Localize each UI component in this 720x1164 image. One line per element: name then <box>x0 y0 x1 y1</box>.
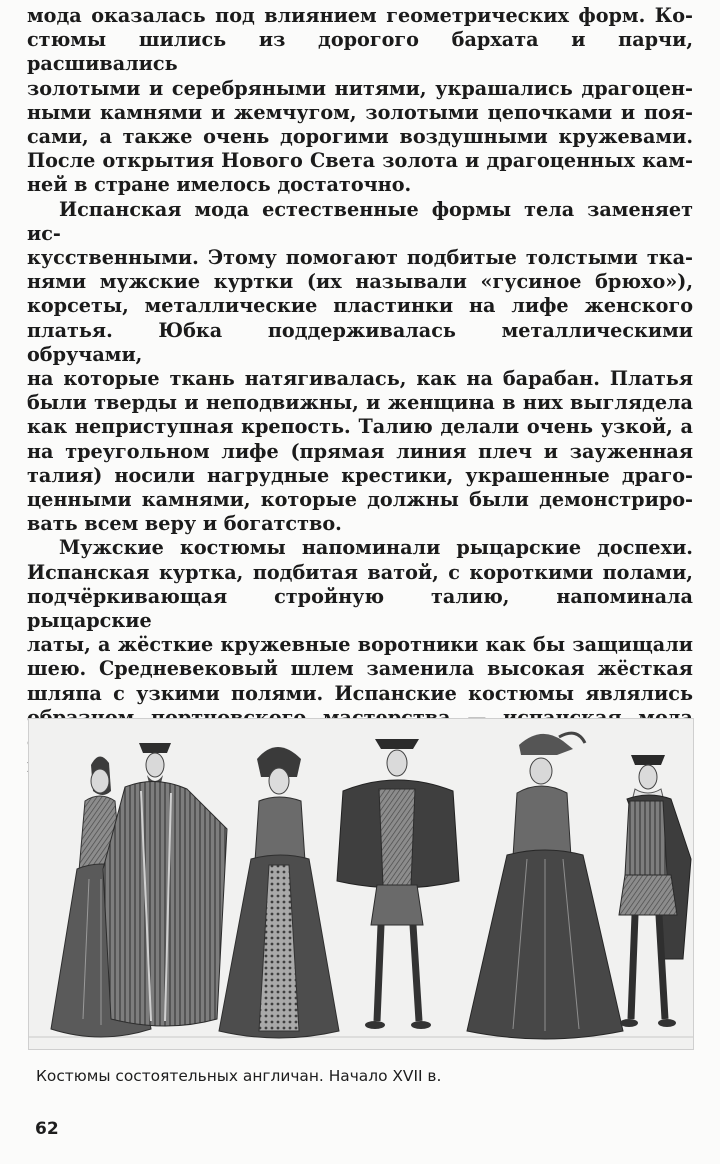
text-line: ными камнями и жемчугом, золотыми цепочками и поя- <box>27 100 693 124</box>
costume-figures-drawing <box>29 719 693 1049</box>
text-line: ней в стране имелось достаточно. <box>27 173 412 197</box>
text-line: золотыми и серебряными нитями, украшались драгоцен- <box>27 76 693 100</box>
text-line: платья. Юбка поддерживалась металлическими обручами, <box>27 318 693 366</box>
text-line: вать всем веру и богатство. <box>27 512 342 536</box>
text-line: стюмы шились из дорогого бархата и парчи, расшивались <box>27 28 693 76</box>
text-line: латы, а жёсткие кружевные воротники как бы защищали <box>27 633 693 657</box>
text-line: кусственными. Этому помогают подбитые толстыми тка- <box>27 246 693 270</box>
body-text <box>27 4 693 779</box>
text-line: были тверды и неподвижны, и женщина в них выглядела <box>27 391 693 415</box>
page-number: 62 <box>35 1119 59 1139</box>
paragraph-1 <box>27 4 693 198</box>
text-line: корсеты, металлические пластинки на лифе женского <box>27 294 693 318</box>
figure-caption: Костюмы состоятельных англичан. Начало XVII в. <box>36 1067 442 1085</box>
text-line: нями мужские куртки (их называли «гусиное брюхо»), <box>27 270 693 294</box>
text-line: талия) носили нагрудные крестики, украшенные драго- <box>27 463 693 487</box>
text-line: на треугольном лифе (прямая линия плеч и зауженная <box>27 439 693 463</box>
text-line: После открытия Нового Света золота и драгоценных кам- <box>27 149 693 173</box>
text-line: ценными камнями, которые должны были демонстриро- <box>27 488 693 512</box>
text-line: Мужские костюмы напоминали рыцарские доспехи. <box>59 536 693 560</box>
text-line: Испанская куртка, подбитая ватой, с короткими полами, <box>27 560 693 584</box>
text-line: мода оказалась под влиянием геометрических форм. Ко- <box>27 4 693 27</box>
text-line: подчёркивающая стройную талию, напоминала рыцарские <box>27 584 693 633</box>
text-line: как неприступная крепость. Талию делали очень узкой, а <box>27 415 693 439</box>
text-line: Испанская мода естественные формы тела заменяет ис- <box>27 197 693 245</box>
text-line: на которые ткань натягивалась, как на барабан. Платья <box>27 367 693 391</box>
text-line: шею. Средневековый шлем заменила высокая жёсткая <box>27 657 693 681</box>
text-line: шляпа с узкими полями. Испанские костюмы являлись <box>27 681 693 705</box>
costume-illustration <box>28 718 694 1050</box>
text-line: сами, а также очень дорогими воздушными кружевами. <box>27 125 693 149</box>
paragraph-2 <box>27 198 693 537</box>
